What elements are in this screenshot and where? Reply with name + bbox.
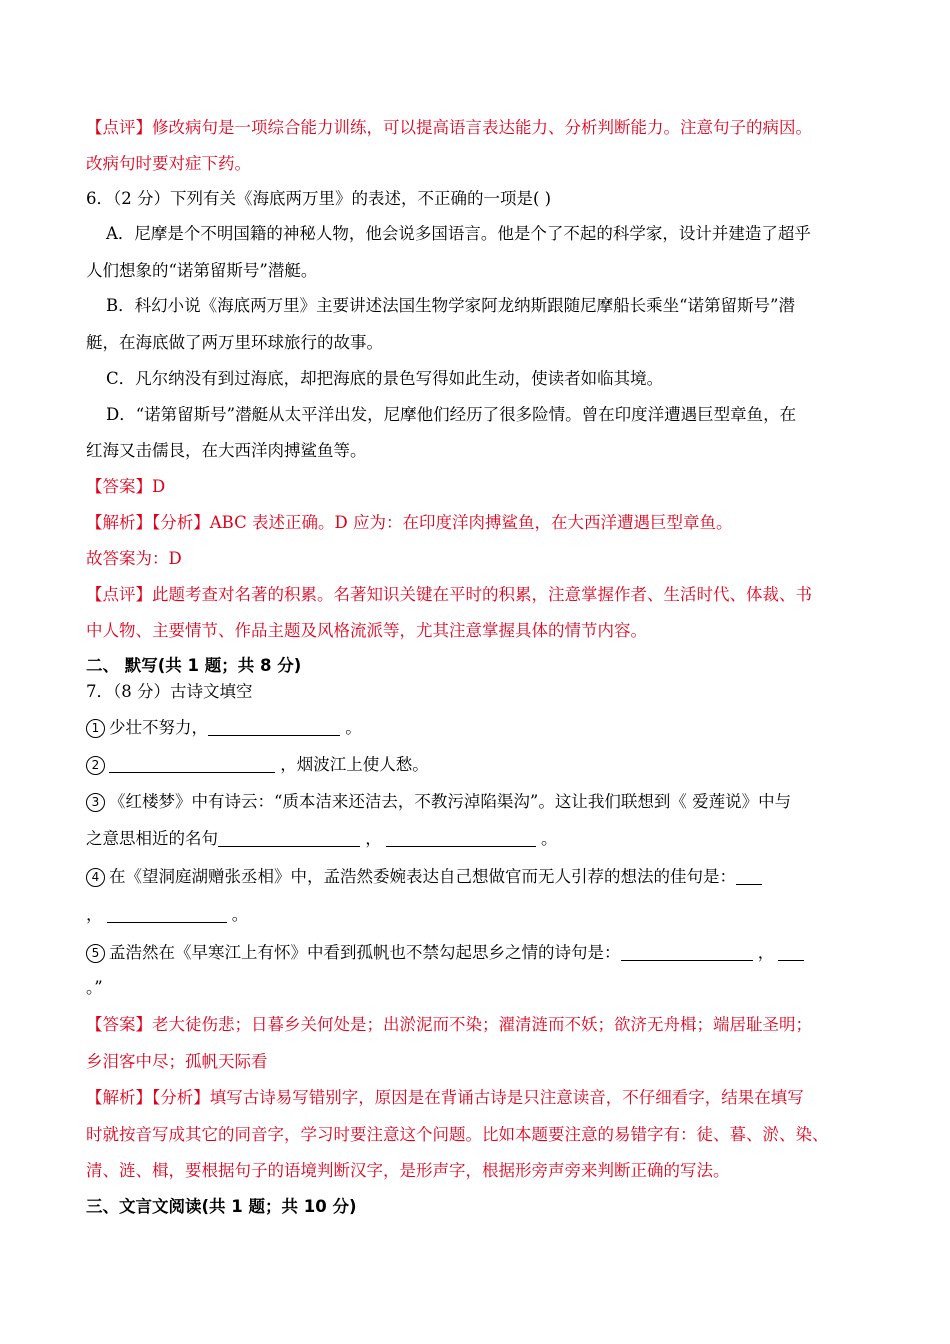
q6-answer: 【答案】D [86, 477, 166, 496]
section-3-title: 三、文言文阅读(共 1 题；共 10 分) [86, 1197, 357, 1216]
circled-number-3: 3 [86, 793, 105, 812]
q6-option-d-line2: 红海又击儒艮，在大西洋肉搏鲨鱼等。 [86, 441, 367, 460]
q6-option-b-line1: B．科幻小说《海底两万里》主要讲述法国生物学家阿龙纳斯跟随尼摩船长乘坐“诺第留斯号”潜 [106, 296, 795, 315]
q6-analysis: 【解析】【分析】ABC 表述正确。D 应为：在印度洋肉搏鲨鱼，在大西洋遭遇巨型章鱼。 [86, 513, 733, 532]
circled-number-4: 4 [86, 868, 105, 887]
q5-comment-line2: 改病句时要对症下药。 [86, 154, 251, 173]
q7-analysis-line3: 清、涟、楫，要根据句子的语境判断汉字，是形声字，根据形旁声旁来判断正确的写法。 [86, 1161, 730, 1180]
q7-stem: 7．（8 分）古诗文填空 [86, 682, 253, 701]
section-2-title: 二、 默写(共 1 题；共 8 分) [86, 656, 302, 675]
q7-item-4-line2: ， 。 [86, 905, 249, 924]
q6-option-b-line2: 艇，在海底做了两万里环球旅行的故事。 [86, 333, 383, 352]
q7-item-3-line1: 3 《红楼梦》中有诗云：“质本洁来还洁去，不教污淖陷渠沟”。这让我们联想到《 爱莲说》中与 [86, 790, 791, 814]
q7-item-5-line2: 。” [86, 978, 103, 997]
circled-number-2: 2 [86, 756, 105, 775]
q7-answer-line2: 乡泪客中尽；孤帆天际看 [86, 1052, 268, 1071]
q6-comment-line1: 【点评】此题考查对名著的积累。名著知识关键在平时的积累，注意掌握作者、生活时代、体裁、书 [86, 585, 812, 604]
q7-item-4-line1: 4 在《望洞庭湖赠张丞相》中，孟浩然委婉表达自己想做官而无人引荐的想法的佳句是： [86, 865, 762, 889]
q7-item-1: 1 少壮不努力， 。 [86, 716, 362, 740]
q6-stem: 6．（2 分）下列有关《海底两万里》的表述，不正确的一项是( ) [86, 189, 552, 208]
blank-2[interactable] [109, 755, 275, 773]
q7-item-3-line2: 之意思相近的名句 ， 。 [86, 829, 558, 848]
q6-option-d-line1: D．“诺第留斯号”潜艇从太平洋出发，尼摩他们经历了很多险情。曾在印度洋遭遇巨型章鱼，在 [106, 405, 797, 424]
q7-analysis-line1: 【解析】【分析】填写古诗易写错别字，原因是在背诵古诗是只注意读音，不仔细看字，结果在填写 [86, 1088, 804, 1107]
circled-number-1: 1 [86, 719, 105, 738]
blank-4b[interactable] [107, 905, 227, 923]
q7-item-2: 2 ，烟波江上使人愁。 [86, 753, 429, 777]
blank-3a[interactable] [218, 829, 360, 847]
circled-number-5: 5 [86, 944, 105, 963]
blank-5a[interactable] [621, 943, 753, 961]
q6-option-a-line1: A．尼摩是个不明国籍的神秘人物，他会说多国语言。他是个了不起的科学家，设计并建造了超乎 [106, 224, 811, 243]
q6-comment-line2: 中人物、主要情节、作品主题及风格流派等，尤其注意掌握具体的情节内容。 [86, 621, 647, 640]
q5-comment-line1: 【点评】修改病句是一项综合能力训练，可以提高语言表达能力、分析判断能力。注意句子的病因。 [86, 118, 812, 137]
q6-option-a-line2: 人们想象的“诺第留斯号”潜艇。 [86, 261, 318, 280]
q7-answer-line1: 【答案】老大徒伤悲；日暮乡关何处是；出淤泥而不染；濯清涟而不妖；欲济无舟楫；端居耻圣明； [86, 1015, 812, 1034]
q7-item-5-line1: 5 孟浩然在《早寒江上有怀》中看到孤帆也不禁勾起思乡之情的诗句是： ， [86, 941, 804, 965]
q6-option-c: C．凡尔纳没有到过海底，却把海底的景色写得如此生动，使读者如临其境。 [106, 369, 664, 388]
blank-1[interactable] [208, 718, 340, 736]
blank-5b[interactable] [778, 943, 804, 961]
q6-final-answer: 故答案为：D [86, 549, 182, 568]
blank-3b[interactable] [386, 829, 536, 847]
q7-analysis-line2: 时就按音写成其它的同音字，学习时要注意这个问题。比如本题要注意的易错字有：徒、暮、淤、染、 [86, 1125, 829, 1144]
blank-4a[interactable] [736, 867, 762, 885]
